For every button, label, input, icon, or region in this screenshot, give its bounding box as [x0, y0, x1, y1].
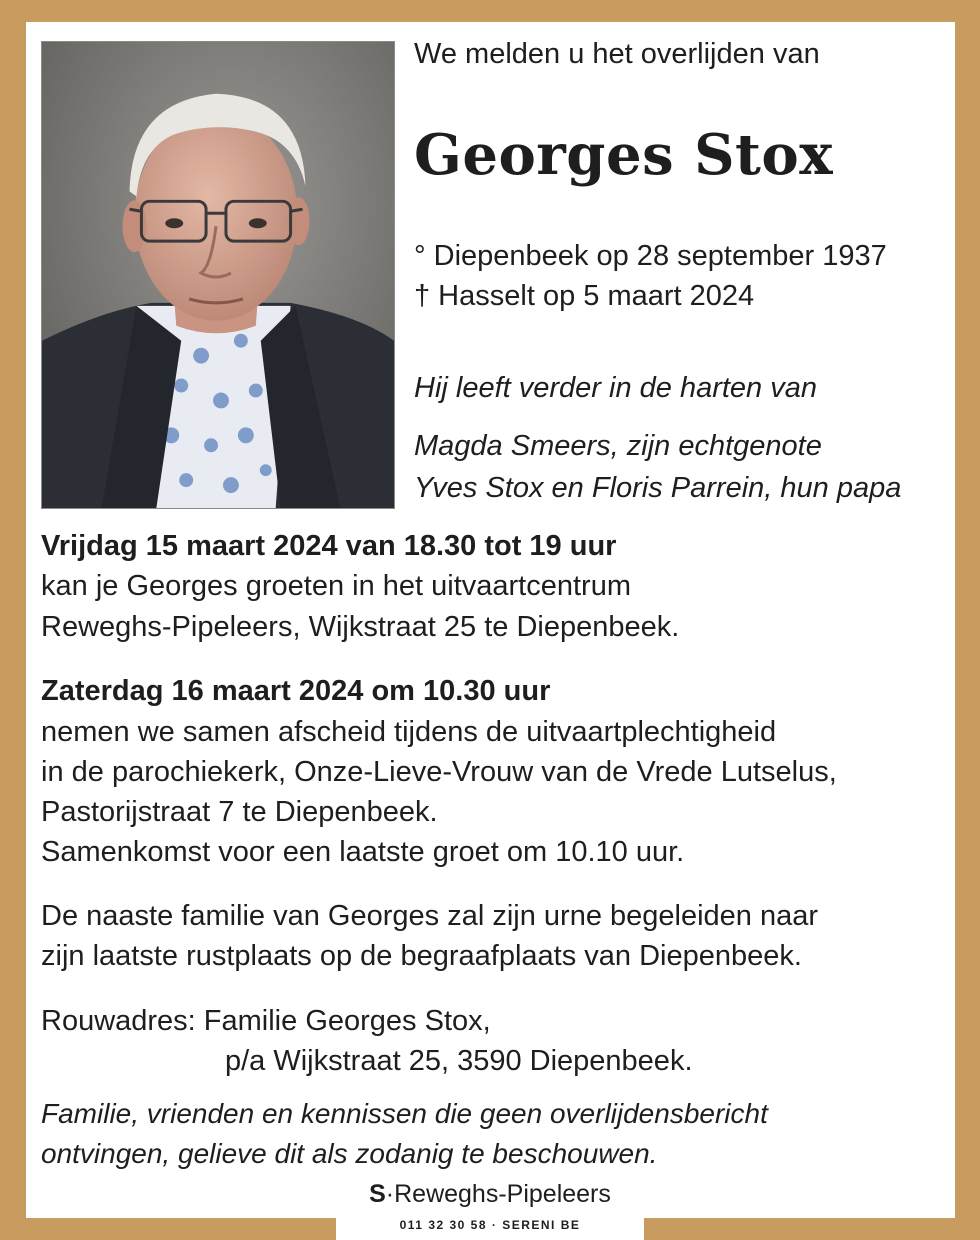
footer-note-line-1: Familie, vrienden en kennissen die geen overlijdensbericht	[41, 1098, 768, 1129]
intro-text: We melden u het overlijden van	[414, 38, 820, 70]
burial-line-1: De naaste familie van Georges zal zijn urne begeleiden naar	[41, 900, 819, 932]
lives-on-text: Hij leeft verder in de harten van	[414, 372, 817, 404]
funeral-line-1: nemen we samen afscheid tijdens de uitvaartplechtigheid	[41, 716, 777, 748]
visitation-heading: Vrijdag 15 maart 2024 van 18.30 tot 19 uur	[41, 530, 617, 562]
burial-line-2: zijn laatste rustplaats op de begraafplaats van Diepenbeek.	[41, 940, 802, 972]
address-line-1: Rouwadres: Familie Georges Stox,	[41, 1005, 491, 1037]
visitation-line-1: kan je Georges groeten in het uitvaartcentrum	[41, 570, 631, 602]
funeral-line-3: Pastorijstraat 7 te Diepenbeek.	[41, 796, 438, 828]
birth-line: ° Diepenbeek op 28 september 1937	[414, 240, 887, 272]
portrait-photo	[41, 41, 395, 509]
family-line-1: Magda Smeers, zijn echtgenote	[414, 430, 822, 462]
footer-note-line-2: ontvingen, gelieve dit als zodanig te beschouwen.	[41, 1138, 658, 1169]
funeral-line-4: Samenkomst voor een laatste groet om 10.10 uur.	[41, 836, 685, 868]
funeral-heading: Zaterdag 16 maart 2024 om 10.30 uur	[41, 675, 551, 707]
logo-mark: S	[369, 1180, 386, 1208]
funeral-line-2: in de parochiekerk, Onze-Lieve-Vrouw van de Vrede Lutselus,	[41, 756, 837, 788]
visitation-line-2: Reweghs-Pipeleers, Wijkstraat 25 te Diepenbeek.	[41, 611, 680, 643]
address-line-2: p/a Wijkstraat 25, 3590 Diepenbeek.	[225, 1045, 693, 1077]
family-line-2: Yves Stox en Floris Parrein, hun papa	[414, 472, 902, 504]
portrait-illustration	[42, 42, 394, 508]
deceased-name: Georges Stox	[414, 122, 834, 188]
funeral-home-logo	[0, 1180, 980, 1209]
funeral-home-contact: 011 32 30 58 · SERENI BE	[399, 1218, 581, 1232]
death-line: † Hasselt op 5 maart 2024	[414, 280, 755, 312]
funeral-home-name: ·Reweghs-Pipeleers	[385, 1180, 611, 1208]
